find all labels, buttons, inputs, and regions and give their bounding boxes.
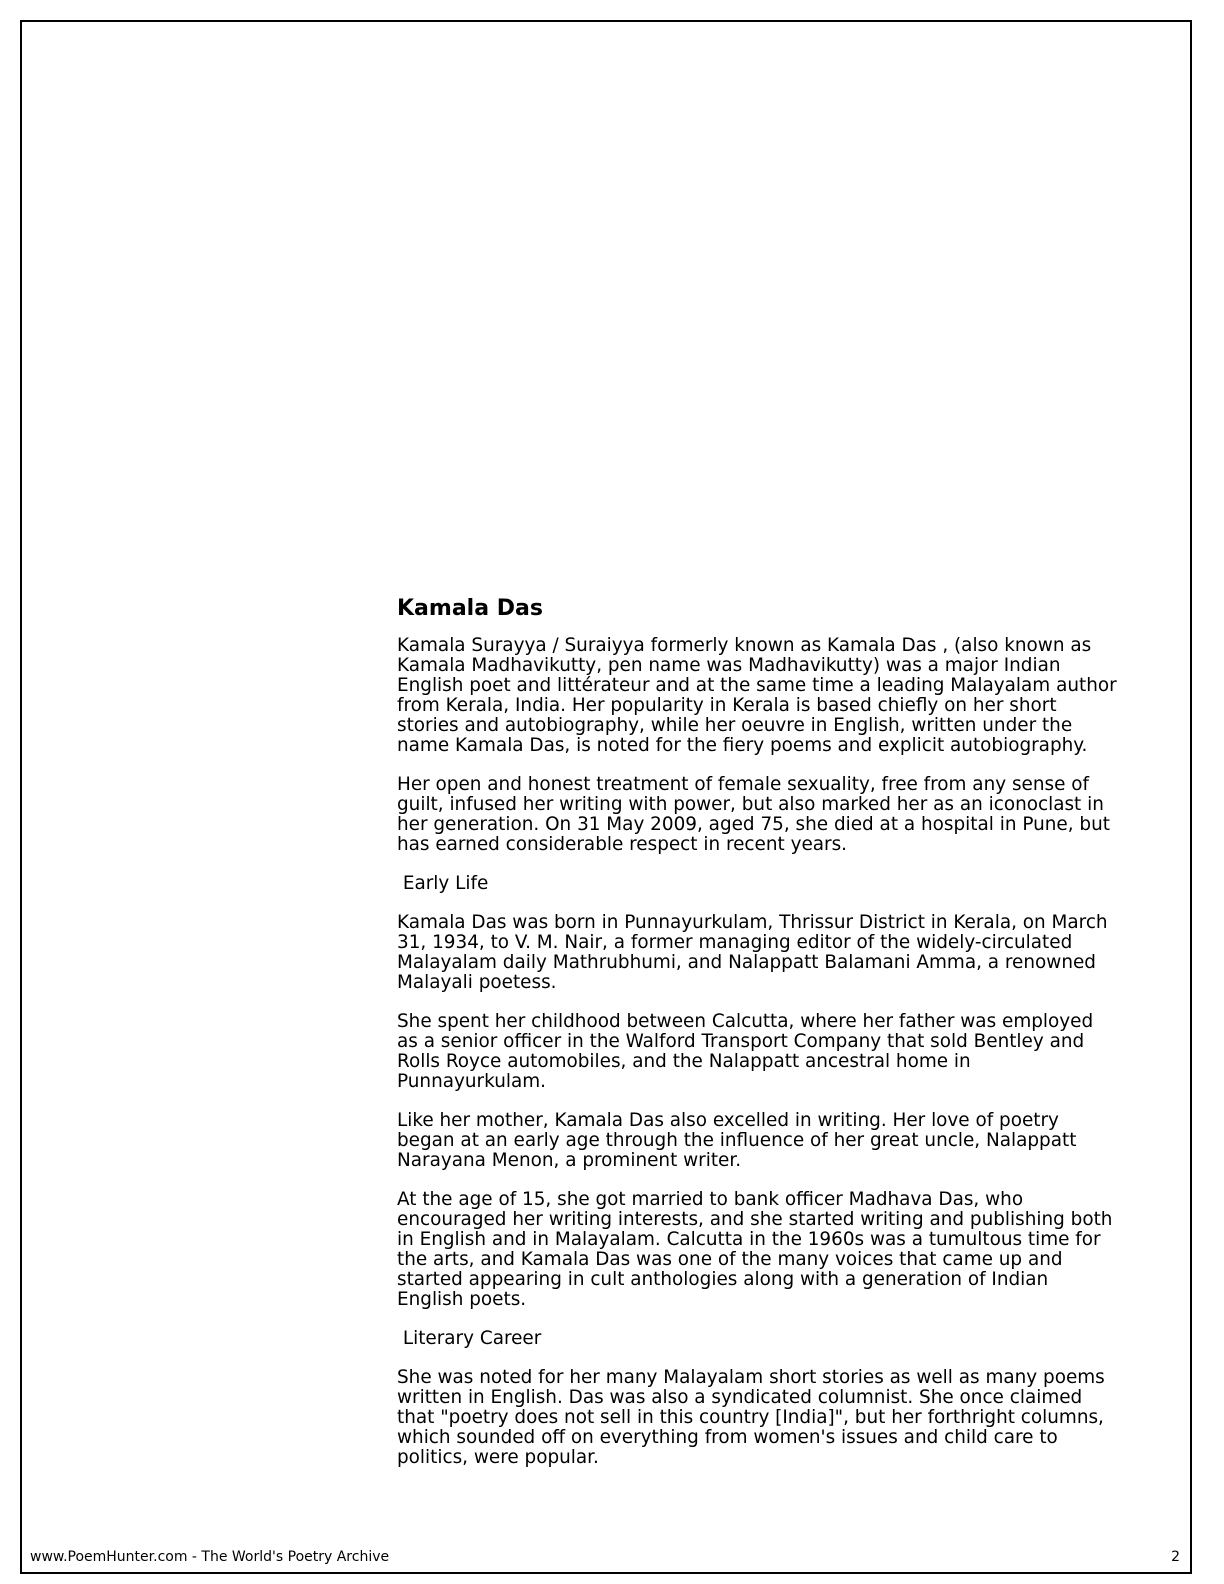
footer-page-number: 2 <box>1171 1549 1180 1565</box>
paragraph-birth: Kamala Das was born in Punnayurkulam, Thrissur District in Kerala, on March 31, 1934, to V. M. Nair, a former managing editor of the widely-circulated Malayalam daily Mathrubhumi, and Nalappatt Balamani Amma, a renowned Malayali poetess. <box>397 912 1108 993</box>
paragraph-childhood: She spent her childhood between Calcutta, where her father was employed as a senior officer in the Walford Transport Company that sold Bentley and Rolls Royce automobiles, and the Nalappatt ancestral home in Punnayurkulam. <box>397 1011 1094 1092</box>
paragraph-career: She was noted for her many Malayalam short stories as well as many poems written in English. Das was also a syndicated columnist. She once claimed that "poetry does not sell in this country [India]", but her forthright columns, which sounded off on everything from women's issues and child care to politics, were popular. <box>397 1367 1105 1468</box>
section-heading-literary-career: Literary Career <box>397 1328 542 1349</box>
paragraph-intro: Kamala Surayya / Suraiyya formerly known as Kamala Das , (also known as Kamala Madhavikutty, pen name was Madhavikutty) was a major Indian English poet and littérateur and at the same time a leading Malayalam author from Kerala, India. Her popularity in Kerala is based chiefly on her short stories and autobiography, while her oeuvre in English, written under the name Kamala Das, is noted for the fiery poems and explicit autobiography. <box>397 635 1117 756</box>
footer-site-text: www.PoemHunter.com - The World's Poetry Archive <box>30 1549 390 1565</box>
paragraph-sexuality: Her open and honest treatment of female sexuality, free from any sense of guilt, infused her writing with power, but also marked her as an iconoclast in her generation. On 31 May 2009, aged 75, she died at a hospital in Pune, but has earned considerable respect in recent years. <box>397 774 1110 855</box>
paragraph-marriage: At the age of 15, she got married to bank officer Madhava Das, who encouraged her writing interests, and she started writing and publishing both in English and in Malayalam. Calcutta in the 1960s was a tumultous time for the arts, and Kamala Das was one of the many voices that came up and started appearing in cult anthologies along with a generation of Indian English poets. <box>397 1189 1113 1310</box>
document-body <box>397 596 1187 1487</box>
section-heading-early-life: Early Life <box>397 873 489 894</box>
paragraph-mother: Like her mother, Kamala Das also excelled in writing. Her love of poetry began at an early age through the influence of her great uncle, Nalappatt Narayana Menon, a prominent writer. <box>397 1110 1077 1171</box>
poet-title: Kamala Das <box>397 596 543 621</box>
